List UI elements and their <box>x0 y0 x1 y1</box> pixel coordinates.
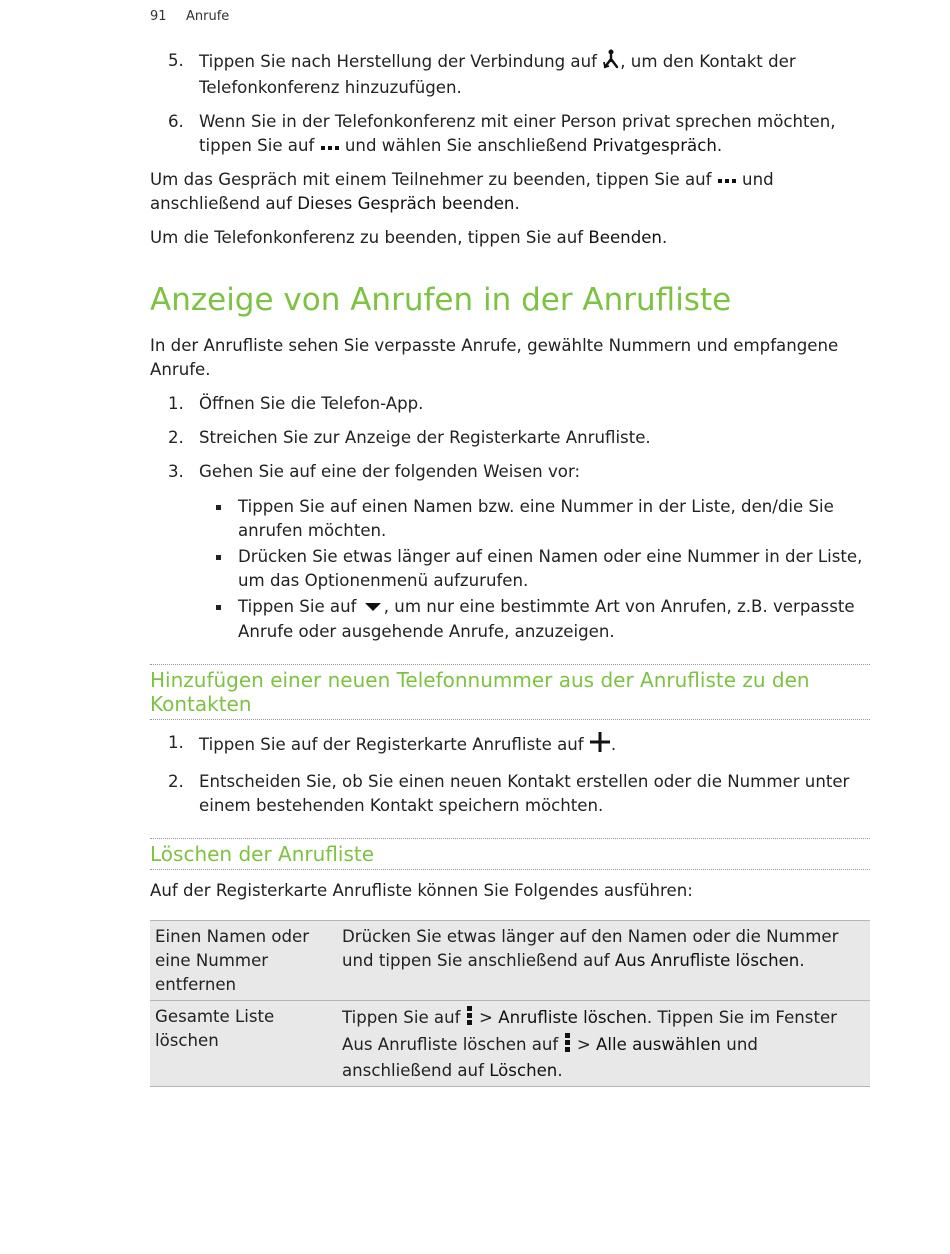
table-cell-action: Gesamte Liste löschen <box>150 1000 337 1086</box>
ui-term: Aus Anrufliste löschen <box>614 950 800 970</box>
step-text: Tippen Sie nach Herstellung der Verbindung auf <box>199 52 597 71</box>
subsection-delete-header <box>150 838 870 870</box>
add-contact-steps <box>150 731 870 818</box>
option-bullets <box>150 495 870 644</box>
chapter-title: Anrufe <box>186 9 230 24</box>
plus-icon <box>589 731 611 760</box>
subsection-add-header <box>150 664 870 720</box>
paragraph-text: Um die Telefonkonferenz zu beenden, tippen Sie auf <box>150 228 584 247</box>
paragraph-text: . <box>514 194 520 213</box>
description-text: > <box>576 1034 591 1054</box>
page-number: 91 <box>150 9 167 24</box>
step-text: Tippen Sie auf der Registerkarte Anrufliste auf <box>199 734 584 754</box>
more-dots-icon <box>320 135 340 159</box>
step-number: 3. <box>168 462 184 481</box>
step-text: Streichen Sie zur Anzeige der Registerkarte Anrufliste. <box>199 428 651 447</box>
list-item <box>150 770 870 818</box>
table-cell-description <box>337 920 870 1000</box>
step-text: Wenn Sie in der Telefonkonferenz mit einer Person privat sprechen möchten, tippen Sie auf <box>199 112 836 155</box>
ui-term: Anrufliste löschen <box>498 1007 647 1027</box>
bullet-text: , um nur eine bestimmte Art von Anrufen, z.B. verpasste Anrufe oder ausgehende Anrufe, anzuzeigen. <box>238 597 855 641</box>
step-text: Öffnen Sie die Telefon-App. <box>199 394 424 413</box>
conference-steps-list <box>150 49 870 159</box>
list-item <box>150 426 870 450</box>
ui-term: Beenden <box>588 228 662 247</box>
description-text: . Tippen Sie im Fenster Aus Anrufliste löschen auf <box>342 1007 837 1054</box>
description-text: Drücken Sie etwas länger auf den Namen oder die Nummer und tippen Sie anschließend auf <box>342 926 839 970</box>
table-row <box>150 920 870 1000</box>
description-text: > <box>479 1007 493 1027</box>
page-header <box>150 9 229 24</box>
bullet-text: Tippen Sie auf einen Namen bzw. eine Nummer in der Liste, den/die Sie anrufen möchten. <box>238 497 834 540</box>
bullet-text: Tippen Sie auf <box>238 597 357 616</box>
step-number: 1. <box>168 394 184 413</box>
step-number: 2. <box>168 771 184 791</box>
step-number: 1. <box>168 732 184 752</box>
vertical-menu-icon <box>564 1032 572 1059</box>
section-intro: In der Anrufliste sehen Sie verpasste Anrufe, gewählte Nummern und empfangene Anrufe. <box>150 336 839 379</box>
step-text: und wählen Sie anschließend <box>344 136 588 155</box>
description-text: und anschließend auf <box>342 1034 758 1080</box>
call-list-steps <box>150 392 870 484</box>
list-item <box>150 49 870 100</box>
ui-term: Löschen <box>489 1060 558 1080</box>
bullet-marker <box>216 505 221 510</box>
bullet-marker <box>216 555 221 560</box>
more-dots-icon <box>717 168 737 192</box>
ui-term: Privatgespräch <box>592 136 717 155</box>
table-cell-action: Einen Namen oder eine Nummer entfernen <box>150 920 337 1000</box>
bullet-item <box>150 545 870 593</box>
step-text: Entscheiden Sie, ob Sie einen neuen Kontakt erstellen oder die Nummer unter einem bestehenden Kontakt speichern möchten. <box>199 771 850 815</box>
step-text: . <box>716 136 723 155</box>
paragraph-text: Um das Gespräch mit einem Teilnehmer zu beenden, tippen Sie auf <box>150 169 712 189</box>
bullet-marker <box>216 605 221 610</box>
merge-call-icon <box>602 49 620 76</box>
table-cell-description <box>337 1000 870 1086</box>
table-row <box>150 1000 870 1086</box>
subsection-intro: Auf der Registerkarte Anrufliste können Sie Folgendes ausführen: <box>150 880 693 900</box>
ui-term: Dieses Gespräch beenden <box>297 194 515 213</box>
delete-options-table <box>150 920 870 1087</box>
step-text: . <box>610 734 617 754</box>
dropdown-triangle-icon <box>362 596 384 620</box>
list-item <box>150 731 870 760</box>
page-content <box>150 49 870 1087</box>
paragraph-text: und anschließend auf <box>150 169 774 213</box>
description-text: . <box>557 1060 563 1080</box>
ui-term: Alle auswählen <box>596 1034 722 1054</box>
step-text: Gehen Sie auf eine der folgenden Weisen vor: <box>199 462 581 481</box>
description-text: . <box>799 950 805 970</box>
paragraph-text: . <box>661 228 668 247</box>
step-text: , um den Kontakt der Telefonkonferenz hinzuzufügen. <box>199 52 796 97</box>
subsection-title: Hinzufügen einer neuen Telefonnummer aus der Anrufliste zu den Kontakten <box>150 667 810 716</box>
list-item <box>150 460 870 484</box>
step-number: 6. <box>168 112 184 131</box>
list-item <box>150 110 870 159</box>
vertical-menu-icon <box>466 1005 474 1032</box>
paragraph-end-participant <box>150 168 870 217</box>
bullet-item <box>150 495 870 543</box>
subsection-title: Löschen der Anrufliste <box>150 841 375 866</box>
description-text: Tippen Sie auf <box>342 1007 461 1027</box>
section-title: Anzeige von Anrufen in der Anrufliste <box>150 282 732 318</box>
step-number: 2. <box>168 428 184 447</box>
paragraph-end-conference <box>150 226 870 250</box>
bullet-text: Drücken Sie etwas länger auf einen Namen oder eine Nummer in der Liste, um das Optionenmenü aufzurufen. <box>238 547 863 590</box>
bullet-item <box>150 595 870 644</box>
step-number: 5. <box>168 51 184 70</box>
list-item <box>150 392 870 416</box>
